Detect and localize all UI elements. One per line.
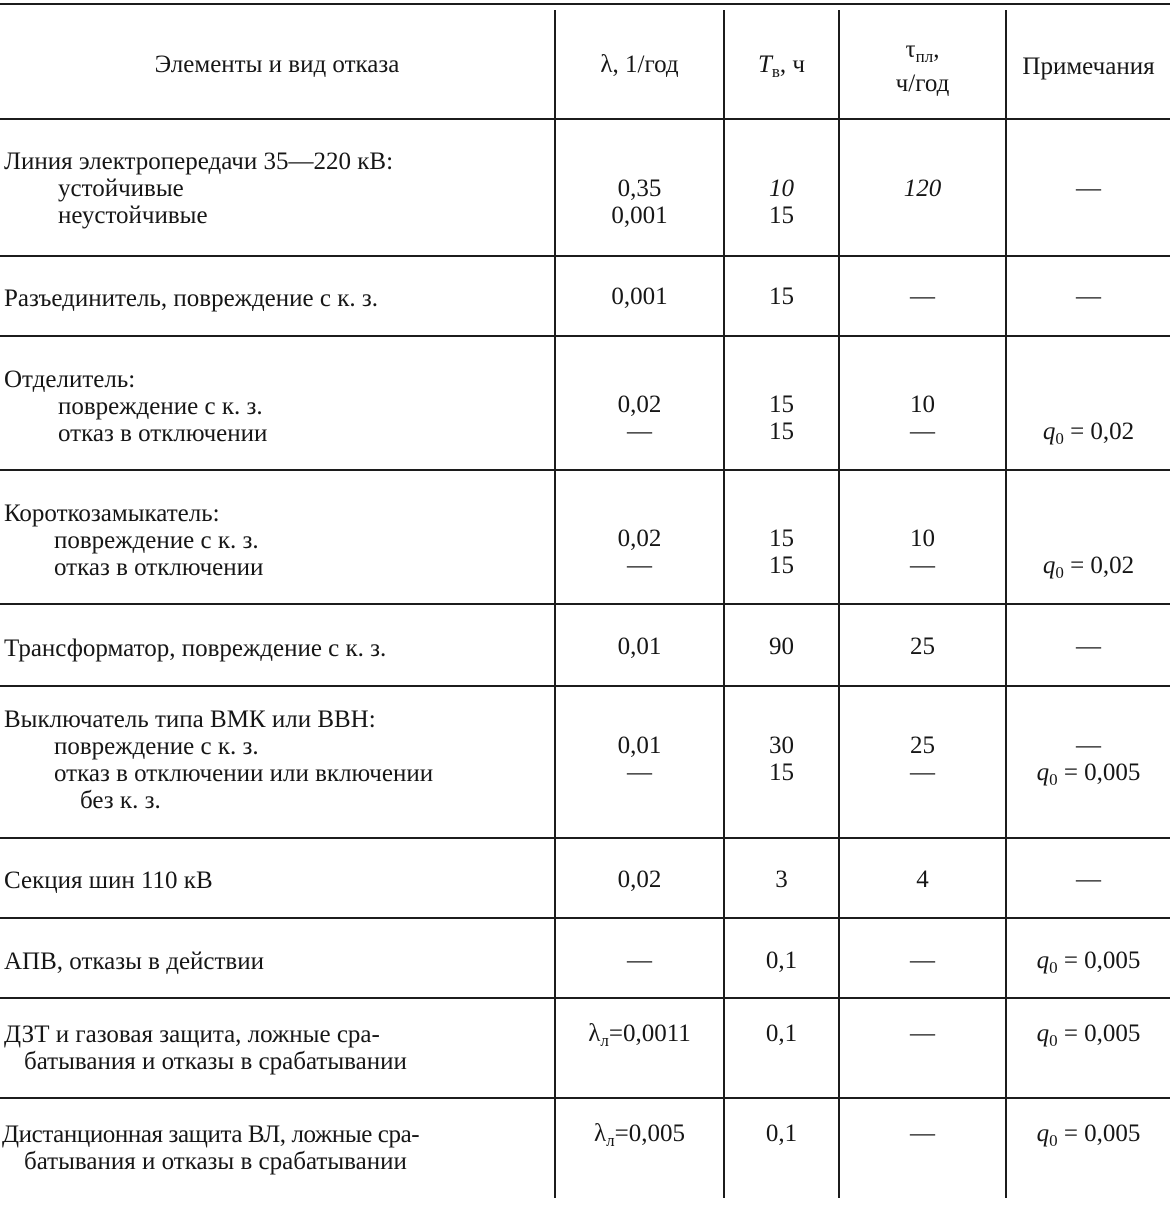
- tau-value: —: [910, 1120, 935, 1147]
- lambda-value: —: [627, 552, 652, 579]
- tau-value: —: [910, 947, 935, 974]
- tau-subscript: пл: [915, 47, 934, 66]
- note-value: $q_0 = 0,005$: [1036, 1120, 1141, 1150]
- lambda-value: 0,02: [617, 866, 662, 893]
- tau-value: —: [910, 759, 935, 786]
- row-title-continued: батывания и отказы в срабатывании: [24, 1048, 407, 1075]
- note-value: —: [1076, 175, 1101, 202]
- row-divider: [0, 917, 1170, 919]
- row-title: АПВ, отказы в действии: [4, 948, 264, 975]
- row-divider: [0, 255, 1170, 257]
- note-value: —: [1076, 732, 1101, 759]
- row-subitem: неустойчивые: [58, 202, 208, 229]
- header-tau: [840, 36, 1005, 66]
- tau-comma: ,: [933, 36, 940, 63]
- row-divider: [0, 469, 1170, 471]
- tv-value: 15: [769, 552, 794, 579]
- row-divider: [0, 837, 1170, 839]
- tv-value: 10: [769, 175, 794, 202]
- note-value: —: [1076, 633, 1101, 660]
- tv-subscript: в: [771, 62, 780, 81]
- row-subitem: повреждение с к. з.: [58, 393, 263, 420]
- row-title: Дистанционная защита ВЛ, ложные сра-: [2, 1121, 420, 1148]
- tv-value: 90: [769, 633, 794, 660]
- tv-value: 0,1: [765, 1120, 798, 1147]
- row-subitem: устойчивые: [58, 175, 184, 202]
- lambda-value: 0,02: [617, 391, 662, 418]
- row-subitem: отказ в отключении: [54, 554, 264, 581]
- tv-value: 15: [769, 202, 794, 229]
- note-value: —: [1076, 283, 1101, 310]
- row-title-continued: батывания и отказы в срабатывании: [24, 1148, 407, 1175]
- row-title: Секция шин 110 кВ: [4, 867, 213, 894]
- tau-value: 120: [903, 175, 942, 202]
- lambda-value: 0,02: [617, 525, 662, 552]
- note-value: $q_0 = 0,005$: [1036, 1020, 1141, 1050]
- tau-value: 25: [910, 732, 935, 759]
- row-divider: [0, 997, 1170, 999]
- tau-value: —: [910, 552, 935, 579]
- tv-value: 15: [769, 525, 794, 552]
- lambda-value: —: [627, 947, 652, 974]
- lambda-value: $\lambda_л=0,0011$: [588, 1020, 691, 1050]
- header-notes: Примечания: [1022, 53, 1155, 80]
- lambda-value: 0,01: [617, 732, 662, 759]
- lambda-value: $\lambda_л=0,005$: [594, 1120, 685, 1150]
- tau-value: 4: [916, 866, 929, 893]
- header-tau-unit: ч/год: [895, 70, 950, 97]
- tv-value: 15: [769, 759, 794, 786]
- lambda-value: 0,01: [617, 633, 662, 660]
- row-subitem: отказ в отключении или включении: [54, 760, 434, 787]
- note-value: $q_0 = 0,005$: [1036, 947, 1141, 977]
- row-title: Короткозамыкатель:: [4, 500, 220, 527]
- row-subitem: без к. з.: [80, 787, 161, 814]
- table-top-rule: [0, 3, 1170, 5]
- row-title: Линия электропередачи 35—220 кВ:: [4, 148, 394, 175]
- tv-value: 3: [775, 866, 788, 893]
- tau-value: 10: [910, 525, 935, 552]
- row-divider: [0, 335, 1170, 337]
- tv-value: 15: [769, 283, 794, 310]
- tv-value: 15: [769, 418, 794, 445]
- note-value: $q_0 = 0,02$: [1042, 418, 1135, 448]
- lambda-value: 0,001: [611, 202, 668, 229]
- row-title: Выключатель типа ВМК или ВВН:: [4, 706, 376, 733]
- tv-value: 30: [769, 732, 794, 759]
- tau-value: 10: [910, 391, 935, 418]
- tau-value: —: [910, 418, 935, 445]
- header-lambda: λ, 1/год: [600, 51, 679, 78]
- tau-value: —: [910, 283, 935, 310]
- lambda-value: 0,001: [611, 283, 668, 310]
- tv-value: 15: [769, 391, 794, 418]
- row-divider: [0, 603, 1170, 605]
- row-title: Отделитель:: [4, 366, 136, 393]
- row-title: Трансформатор, повреждение с к. з.: [4, 635, 387, 662]
- header-element: Элементы и вид отказа: [154, 51, 400, 78]
- tv-value: 0,1: [765, 947, 798, 974]
- row-divider: [0, 685, 1170, 687]
- header-tv: [725, 51, 838, 81]
- tv-symbol: T: [757, 51, 772, 78]
- tv-unit: , ч: [779, 51, 805, 78]
- lambda-value: —: [627, 759, 652, 786]
- tau-value: 25: [910, 633, 935, 660]
- tau-symbol: τ: [905, 36, 916, 63]
- row-title: Разъединитель, повреждение с к. з.: [4, 285, 378, 312]
- lambda-value: 0,35: [617, 175, 662, 202]
- note-value: —: [1076, 866, 1101, 893]
- row-subitem: повреждение с к. з.: [54, 733, 259, 760]
- note-value: $q_0 = 0,005$: [1036, 759, 1141, 789]
- tv-value: 0,1: [765, 1020, 798, 1047]
- row-title: ДЗТ и газовая защита, ложные сра-: [4, 1021, 380, 1048]
- row-subitem: отказ в отключении: [58, 420, 268, 447]
- row-divider: [0, 1097, 1170, 1099]
- lambda-value: —: [627, 418, 652, 445]
- tau-value: —: [910, 1020, 935, 1047]
- row-subitem: повреждение с к. з.: [54, 527, 259, 554]
- note-value: $q_0 = 0,02$: [1042, 552, 1135, 582]
- header-bottom-rule: [0, 118, 1170, 120]
